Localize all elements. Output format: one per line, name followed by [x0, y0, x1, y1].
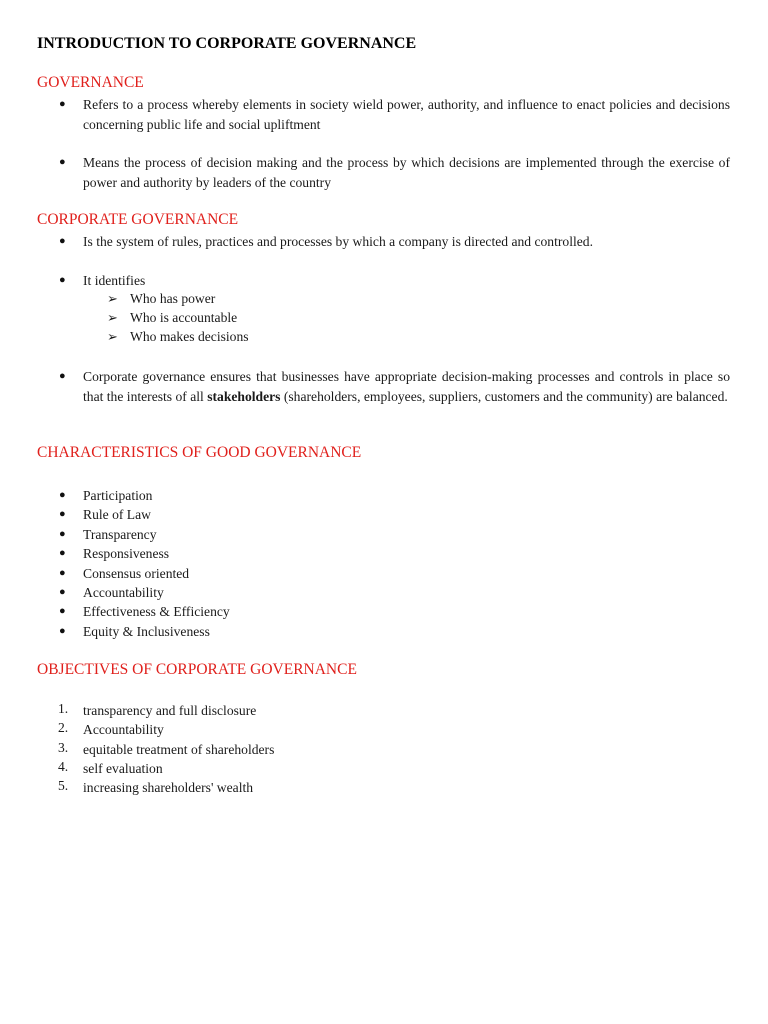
characteristic-item: Consensus oriented [83, 565, 190, 581]
corporate-governance-item-3 [83, 367, 730, 406]
arrow-bullet-icon: ➢ [107, 310, 118, 325]
sub-item: Who has power [130, 291, 216, 306]
list-number: 4. [58, 758, 69, 774]
item3-text-before: Corporate governance ensures that businesses have appropriate decision-making processes and controls in place so that the interests of all [83, 369, 730, 404]
document-title: INTRODUCTION TO CORPORATE GOVERNANCE [37, 35, 417, 52]
bullet-icon: ● [59, 547, 66, 560]
sub-item: Who is accountable [130, 310, 238, 325]
governance-heading: GOVERNANCE [37, 74, 144, 91]
bullet-icon: ● [59, 605, 66, 618]
bullet-icon: ● [59, 370, 66, 382]
characteristic-item: Transparency [83, 526, 157, 542]
corporate-governance-item-1: Is the system of rules, practices and processes by which a company is directed and controlled. [83, 234, 593, 249]
characteristics-heading: CHARACTERISTICS OF GOOD GOVERNANCE [37, 444, 362, 461]
sub-item: Who makes decisions [130, 329, 249, 344]
bullet-icon: ● [59, 489, 66, 501]
corporate-governance-item-2: It identifies [83, 273, 146, 288]
bullet-icon: ● [59, 566, 66, 579]
bullet-icon: ● [59, 98, 66, 110]
characteristic-item: Rule of Law [83, 507, 151, 523]
item3-text-after: (shareholders, employees, suppliers, customers and the community) are balanced. [280, 388, 728, 404]
bullet-icon: ● [59, 586, 66, 598]
bullet-icon: ● [59, 624, 66, 637]
list-number: 3. [58, 739, 69, 755]
governance-item-2: Means the process of decision making and the process by which decisions are implemented through the exercise of power and authority by leaders of the country [83, 155, 730, 190]
characteristic-item: Responsiveness [83, 546, 170, 562]
objective-item: Accountability [83, 722, 164, 738]
objective-item: transparency and full disclosure [83, 703, 257, 718]
arrow-bullet-icon: ➢ [107, 291, 118, 306]
bullet-icon: ● [59, 235, 66, 247]
objective-item: equitable treatment of shareholders [83, 741, 275, 757]
characteristic-item: Effectiveness & Efficiency [83, 604, 230, 620]
bullet-icon: ● [59, 274, 66, 286]
governance-item-1: Refers to a process whereby elements in society wield power, authority, and influence to enact policies and decisions concerning public life and social upliftment [83, 97, 730, 132]
objective-item: increasing shareholders' wealth [83, 780, 254, 796]
characteristic-item: Equity & Inclusiveness [83, 623, 210, 639]
corporate-governance-heading: CORPORATE GOVERNANCE [37, 211, 239, 228]
characteristic-item: Participation [83, 488, 153, 503]
objectives-heading: OBJECTIVES OF CORPORATE GOVERNANCE [37, 661, 357, 678]
stakeholders-bold: stakeholders [207, 388, 281, 404]
bullet-icon: ● [59, 156, 66, 168]
list-number: 2. [58, 720, 69, 736]
list-number: 5. [58, 778, 69, 794]
bullet-icon: ● [59, 508, 66, 521]
bullet-icon: ● [59, 527, 66, 540]
arrow-bullet-icon: ➢ [107, 329, 118, 344]
list-number: 1. [58, 701, 69, 716]
characteristic-item: Accountability [83, 585, 164, 600]
objective-item: self evaluation [83, 760, 163, 776]
